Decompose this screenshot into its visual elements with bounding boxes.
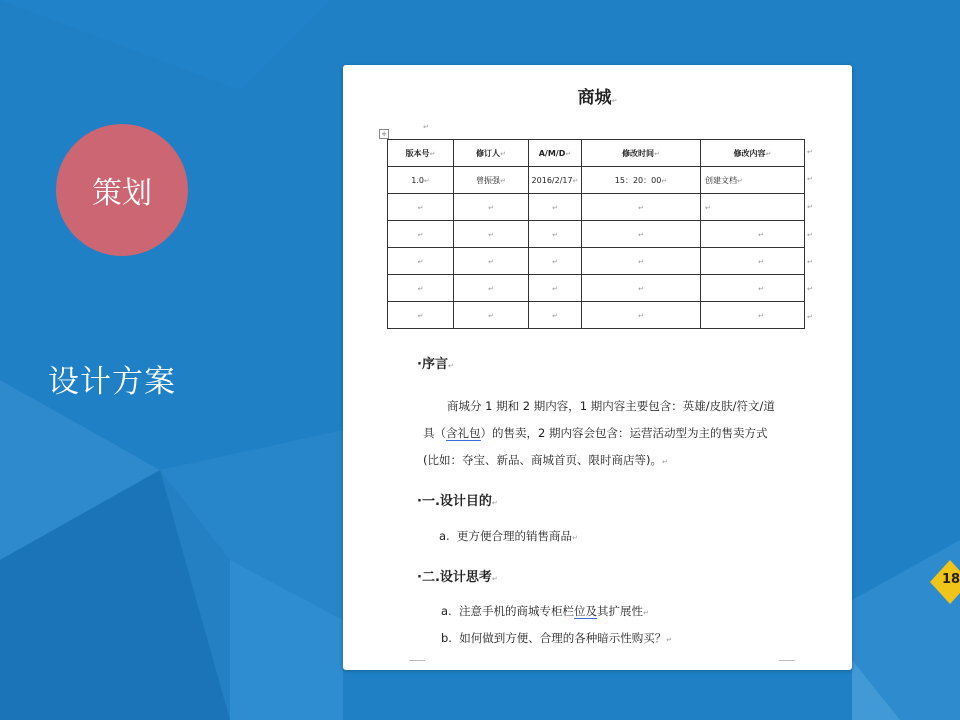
section1-heading: ·一.设计目的↵ (417, 494, 498, 509)
table-cell: ↵ (529, 302, 582, 329)
table-row (388, 275, 805, 302)
row-end-mark: ↵ (807, 148, 813, 156)
table-header-cell: 版本号↵ (388, 140, 454, 167)
row-end-mark: ↵ (807, 231, 813, 239)
table-cell: ↵ (529, 275, 582, 302)
table-cell: ↵ (388, 194, 454, 221)
list-item: b. 如何做到方便、合理的各种暗示性购买？↵ (441, 631, 673, 645)
table-header-row (388, 140, 805, 167)
paragraph-mark-icon: ↵ (611, 97, 618, 105)
row-end-mark: ↵ (807, 175, 813, 183)
preface-paragraph: 商城分 1 期和 2 期内容，1 期内容主要包含：英雄/皮肤/符文/道具（含礼包）的售卖，2 期内容会包含：运营活动型为主的售卖方式(比如：夺宝、新品、商城首页、限时商店等)。↵ (423, 399, 775, 467)
table-cell: ↵ (454, 221, 529, 248)
table-cell: ↵ (701, 248, 805, 275)
table-cell: ↵ (388, 221, 454, 248)
table-cell: 曾振强↵ (454, 167, 529, 194)
table-cell: ↵ (582, 248, 701, 275)
row-end-mark: ↵ (807, 285, 813, 293)
table-cell: 2016/2/17↵ (529, 167, 582, 194)
table-cell: ↵ (388, 248, 454, 275)
table-header-cell: 修改时间↵ (582, 140, 701, 167)
table-cell: ↵ (701, 275, 805, 302)
document-title (343, 83, 852, 108)
table-cell: ↵ (701, 302, 805, 329)
list-item: a. 更方便合理的销售商品↵ (439, 529, 578, 543)
table-cell: 创建文档↵ (701, 167, 805, 194)
table-cell: 1.0↵ (388, 167, 454, 194)
revision-table (387, 139, 805, 329)
table-cell: ↵ (582, 275, 701, 302)
table-header-cell: 修订人↵ (454, 140, 529, 167)
table-cell: ↵ (454, 275, 529, 302)
table-cell: ↵ (582, 194, 701, 221)
table-header-cell: 修改内容↵ (701, 140, 805, 167)
table-cell: ↵ (454, 302, 529, 329)
table-cell: ↵ (529, 248, 582, 275)
table-row (388, 167, 805, 194)
table-cell: ↵ (582, 221, 701, 248)
row-end-mark: ↵ (807, 313, 813, 321)
table-move-handle-icon[interactable]: + (379, 129, 389, 139)
paragraph-mark-icon: ↵ (423, 123, 429, 131)
table-cell: ↵ (529, 194, 582, 221)
category-badge (56, 124, 188, 256)
document-title-text: 商城 (577, 88, 612, 108)
section2-heading: ·二.设计思考↵ (417, 570, 498, 585)
document-screenshot (343, 65, 852, 670)
table-cell: ↵ (454, 194, 529, 221)
table-cell: ↵ (388, 275, 454, 302)
table-cell: ↵ (701, 221, 805, 248)
table-cell: 15：20：00↵ (582, 167, 701, 194)
row-end-mark: ↵ (807, 258, 813, 266)
table-cell: ↵ (701, 194, 805, 221)
list-item: a. 注意手机的商城专柜栏位及其扩展性↵ (441, 604, 649, 618)
table-cell: ↵ (454, 248, 529, 275)
category-badge-label: 策划 (92, 176, 152, 211)
table-row (388, 221, 805, 248)
page-number: 18 (942, 572, 960, 587)
page-margin-mark (779, 660, 795, 661)
preface-heading: ·序言↵ (417, 357, 454, 372)
table-header-cell: A/M/D↵ (529, 140, 582, 167)
table-cell: ↵ (388, 302, 454, 329)
table-cell: ↵ (529, 221, 582, 248)
section-title: 设计方案 (48, 364, 176, 400)
table-row (388, 194, 805, 221)
table-row (388, 248, 805, 275)
row-end-mark: ↵ (807, 203, 813, 211)
table-row (388, 302, 805, 329)
table-cell: ↵ (582, 302, 701, 329)
page-margin-mark (409, 660, 425, 661)
